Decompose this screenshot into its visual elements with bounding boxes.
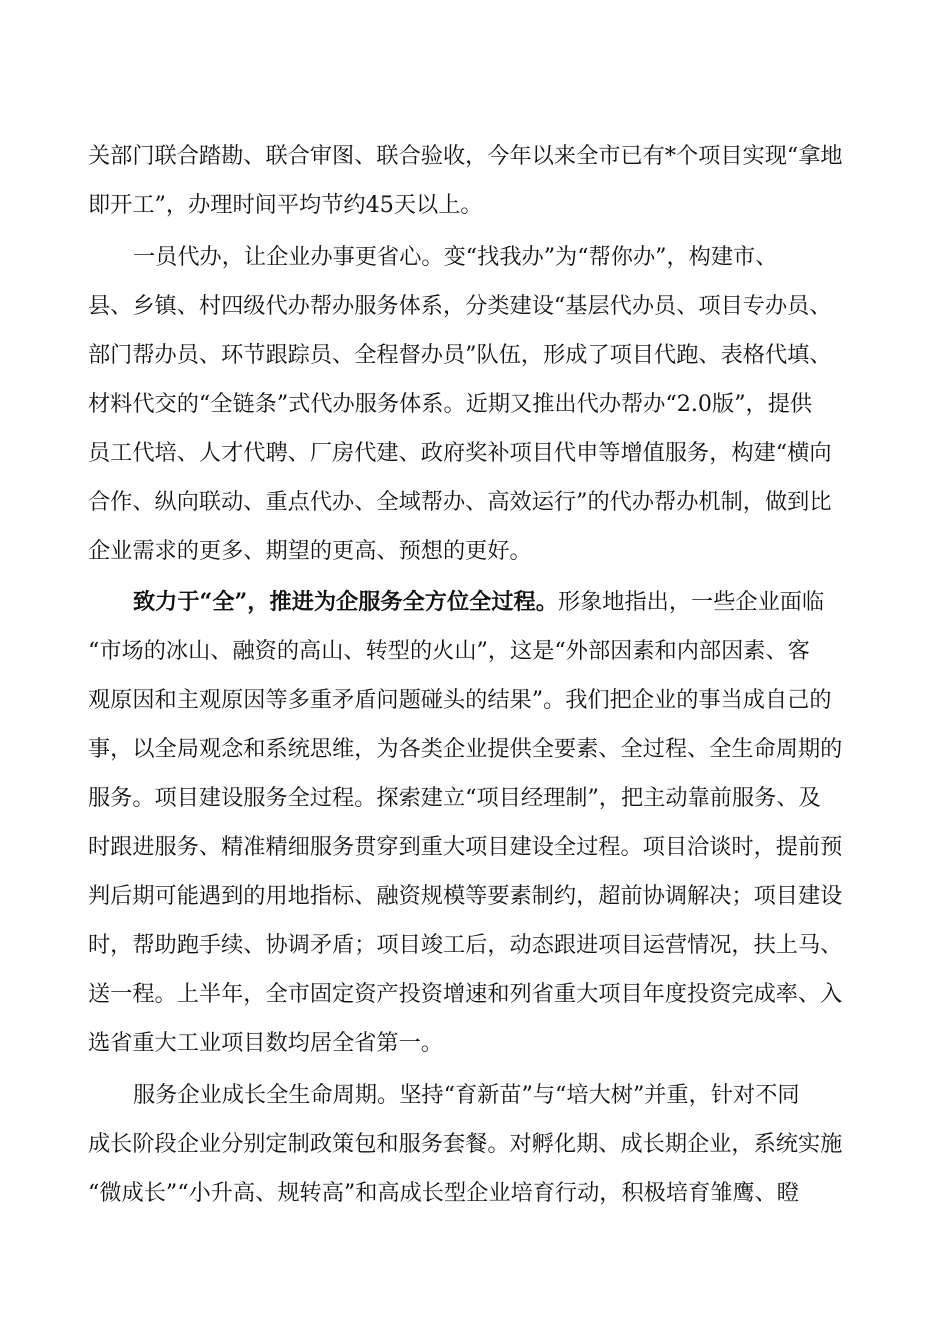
p3-line-7: 判后期可能遇到的用地指标、融资规模等要素制约，超前协调解决；项目建设 (88, 883, 843, 909)
p2-line-4: 材料代交的“全链条”式代办服务体系。近期又推出代办帮办“2.0版”，提供 (88, 391, 813, 417)
p3-heading: 致力于“全”，推进为企服务全方位全过程。 (133, 589, 558, 615)
p3-line-1 (133, 582, 862, 622)
p4-line-2: 成长阶段企业分别定制政策包和服务套餐。对孵化期、成长期企业，系统实施 (88, 1131, 843, 1157)
p2-line-3: 部门帮办员、环节跟踪员、全程督办员”队伍，形成了项目代跑、表格代填、 (88, 342, 832, 368)
p1-line-2: 即开工”，办理时间平均节约45天以上。 (88, 192, 483, 218)
p3-line-5: 服务。项目建设服务全过程。探索建立“项目经理制”，把主动靠前服务、及 (88, 785, 821, 811)
p3-line-2: “市场的冰山、融资的高山、转型的火山”，这是“外部因素和内部因素、客 (88, 638, 810, 664)
p3-line-1-rest: 形象地指出，一些企业面临 (557, 589, 825, 615)
p2-line-6: 合作、纵向联动、重点代办、全域帮办、高效运行”的代办帮办机制，做到比 (88, 489, 832, 515)
p2-line-5: 员工代培、人才代聘、厂房代建、政府奖补项目代申等增值服务，构建“横向 (88, 440, 832, 466)
p3-line-8: 时，帮助跑手续、协调矛盾；项目竣工后，动态跟进项目运营情况，扶上马、 (88, 932, 843, 958)
p2-line-7: 企业需求的更多、期望的更高、预想的更好。 (88, 538, 532, 564)
p3-line-4: 事，以全局观念和系统思维，为各类企业提供全要素、全过程、全生命周期的 (88, 736, 843, 762)
p3-line-10: 选省重大工业项目数均居全省第一。 (88, 1030, 443, 1056)
p3-line-3: 观原因和主观原因等多重矛盾问题碰头的结果”。我们把企业的事当成自己的 (88, 687, 832, 713)
p4-line-3: “微成长”“小升高、规转高”和高成长型企业培育行动，积极培育雏鹰、瞪 (88, 1180, 799, 1206)
p2-line-2: 县、乡镇、村四级代办帮办服务体系，分类建设“基层代办员、项目专办员、 (88, 293, 832, 319)
p2-line-1: 一员代办，让企业办事更省心。变“找我办”为“帮你办”，构建市、 (133, 244, 778, 270)
p3-line-6: 时跟进服务、精准精细服务贯穿到重大项目建设全过程。项目洽谈时，提前预 (88, 834, 843, 860)
p4-line-1: 服务企业成长全生命周期。坚持“育新苗”与“培大树”并重，针对不同 (133, 1082, 800, 1108)
p3-line-9: 送一程。上半年，全市固定资产投资增速和列省重大项目年度投资完成率、入 (88, 981, 843, 1007)
p1-line-1: 关部门联合踏勘、联合审图、联合验收，今年以来全市已有*个项目实现“拿地 (88, 143, 843, 169)
